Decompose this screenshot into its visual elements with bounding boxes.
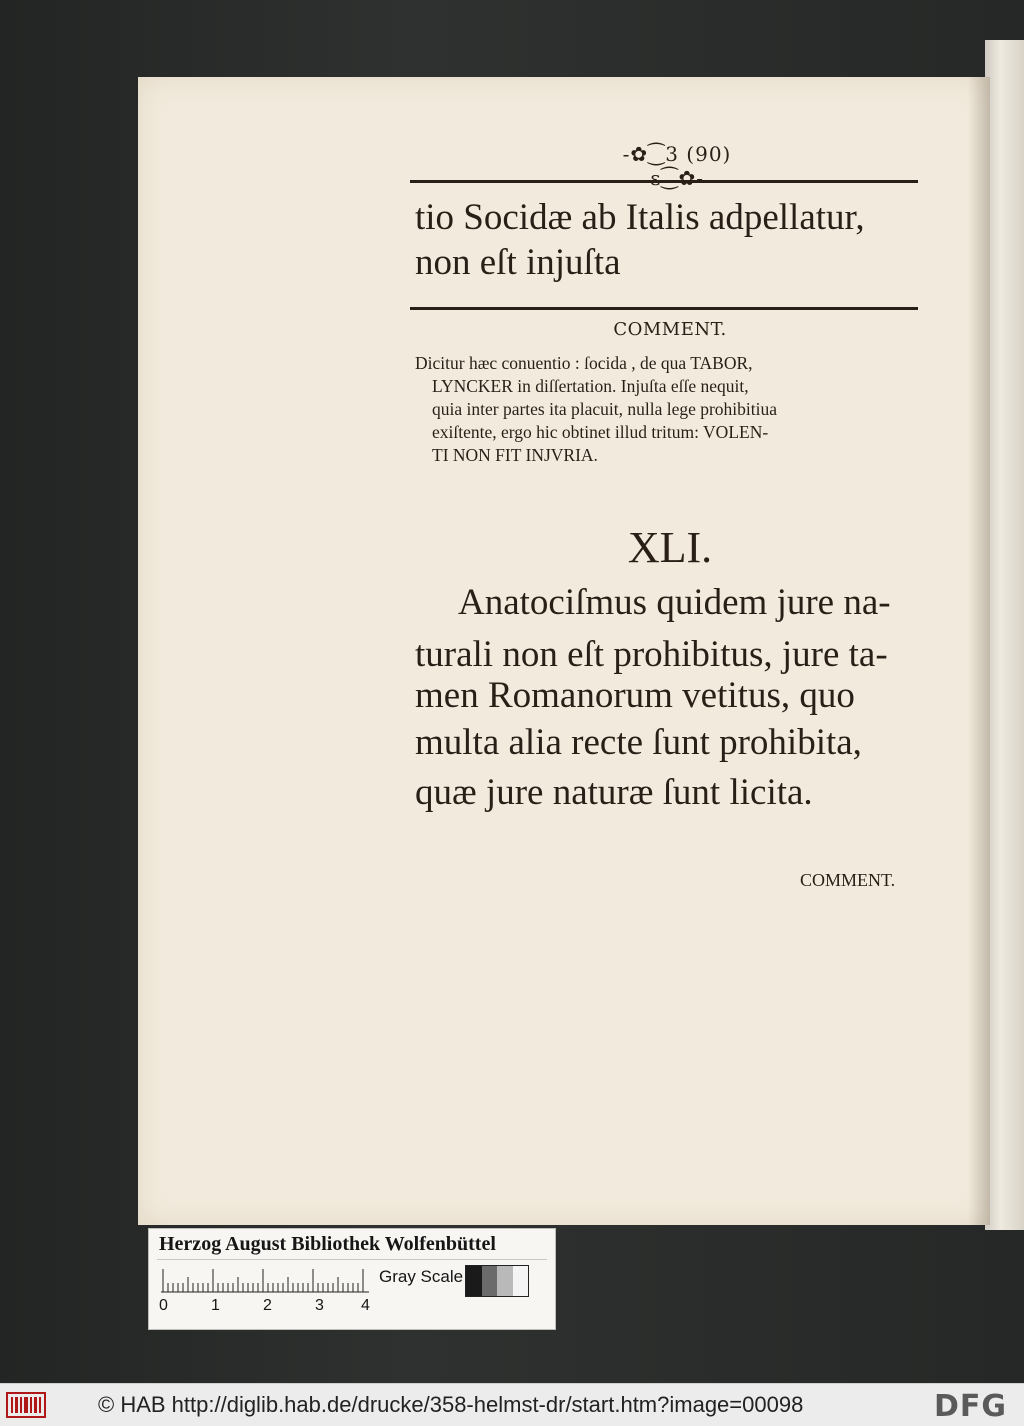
library-color-card	[148, 1228, 556, 1330]
comment-line-5: TI NON FIT INJVRIA.	[432, 445, 598, 465]
comment-line-2: LYNCKER in diſſertation. Injuſta eſſe nequit,	[432, 376, 749, 396]
catchword: COMMENT.	[800, 870, 896, 890]
grayscale-label: Gray Scale	[379, 1267, 464, 1286]
grayscale-swatch	[497, 1266, 513, 1296]
ruler-label-1: 1	[211, 1297, 220, 1314]
heading-line-2: non eſt injuſta	[415, 242, 621, 283]
comment-line-4: exiſtente, ergo hic obtinet illud tritum: VOLEN-	[432, 422, 769, 442]
comment-line-3: quia inter partes ita placuit, nulla lege prohibitiua	[432, 399, 778, 419]
body-line-2: turali non eſt prohibitus, jure ta-	[415, 634, 888, 675]
heading-rule	[410, 307, 918, 310]
ruler-label-3: 3	[315, 1297, 324, 1314]
heading-line-1: tio Socidæ ab Italis adpellatur,	[415, 197, 865, 238]
page-number: -✿⁐3 (90) ɛ⁐✿-	[622, 142, 732, 190]
dfg-logo: DFG	[934, 1389, 1008, 1424]
section-number: XLI.	[627, 523, 713, 572]
viewer-footer	[0, 1383, 1024, 1426]
card-divider	[157, 1259, 547, 1260]
page-spine-shadow	[968, 77, 990, 1225]
grayscale-swatch	[466, 1266, 482, 1296]
body-line-4: multa alia recte ſunt prohibita,	[415, 722, 862, 763]
grayscale-swatch	[513, 1266, 529, 1296]
ruler-label-4: 4	[361, 1297, 370, 1314]
library-name: Herzog August Bibliothek Wolfenbüttel	[159, 1233, 496, 1255]
top-rule	[410, 180, 918, 183]
next-page-edge	[985, 40, 1024, 1230]
comment-title: COMMENT.	[613, 319, 727, 340]
body-line-3: men Romanorum vetitus, quo	[415, 675, 855, 716]
body-line-1: Anatociſmus quidem jure na-	[458, 582, 891, 623]
ruler-label-2: 2	[263, 1297, 272, 1314]
copyright-link[interactable]: © HAB http://diglib.hab.de/drucke/358-helmst-dr/start.htm?image=00098	[98, 1392, 804, 1417]
body-line-5: quæ jure naturæ ſunt licita.	[415, 772, 813, 813]
grayscale-swatch	[482, 1266, 498, 1296]
hab-logo-icon	[6, 1391, 46, 1419]
grayscale-swatches	[465, 1265, 529, 1297]
ruler-label-0: 0	[159, 1297, 168, 1314]
comment-line-1: Dicitur hæc conuentio : ſocida , de qua TABOR,	[415, 353, 753, 373]
measurement-ruler	[161, 1267, 369, 1293]
